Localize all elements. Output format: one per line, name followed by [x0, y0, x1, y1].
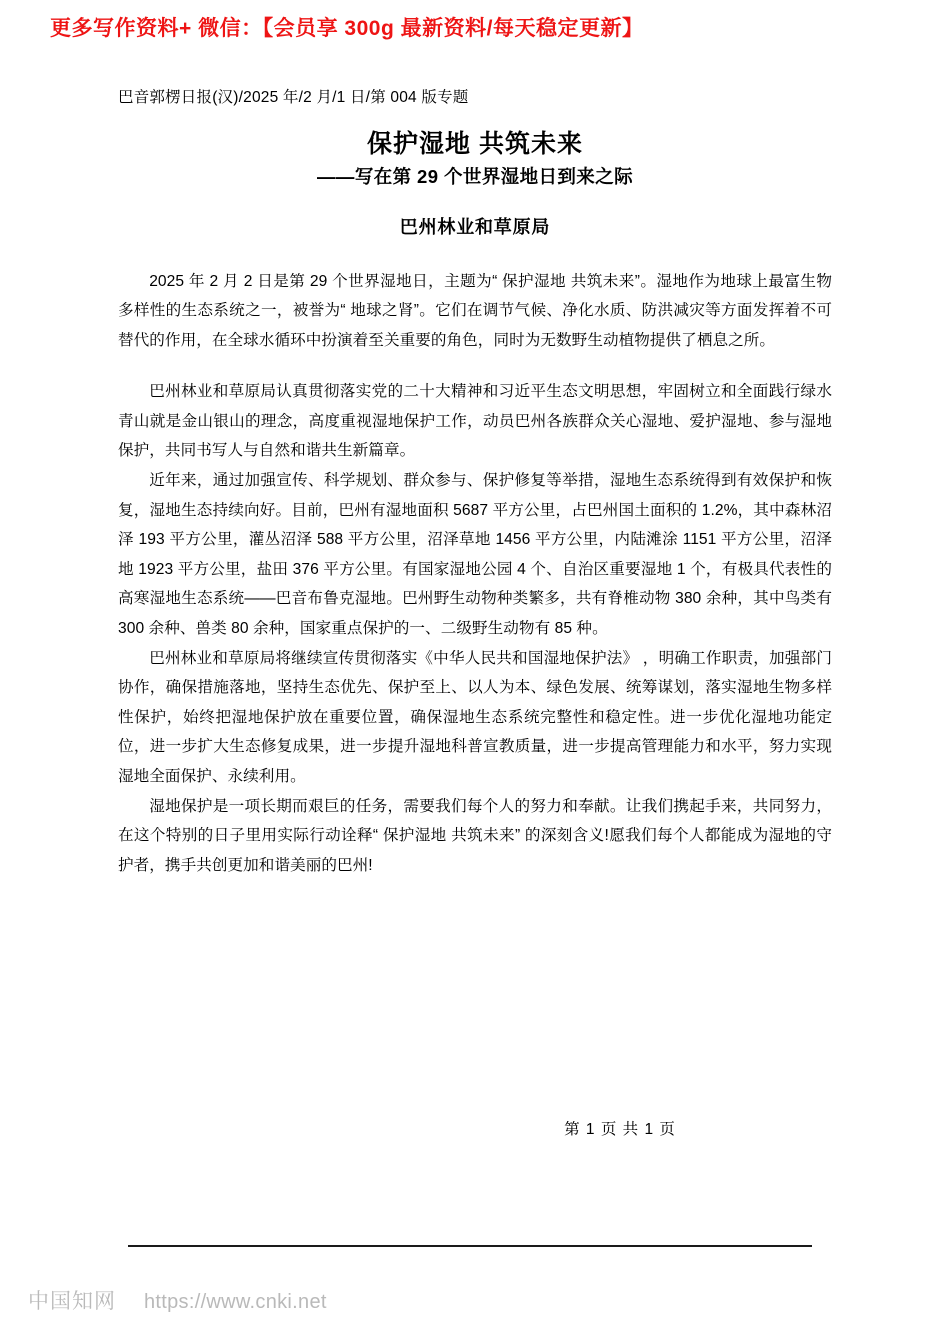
article-subtitle: ——写在第 29 个世界湿地日到来之际	[317, 165, 633, 187]
promo-banner-text: 更多写作资料+ 微信：【会员享 300g 最新资料/每天稳定更新】	[50, 17, 644, 40]
article-body	[118, 267, 832, 881]
article-paragraph: 湿地保护是一项长期而艰巨的任务，需要我们每个人的努力和奉献。让我们携起手来，共同努力，在这个特别的日子里用实际行动诠释“ 保护湿地 共筑未来” 的深刻含义!愿我们每个人都能成为湿地的守护者，携手共创更加和谐美丽的巴州!	[118, 797, 832, 874]
cnki-url-text: https://www.cnki.net	[144, 1291, 327, 1313]
article-paragraph: 巴州林业和草原局将继续宣传贯彻落实《中华人民共和国湿地保护法》 ，明确工作职责，加强部门协作，确保措施落地，坚持生态优先、保护至上、以人为本、绿色发展、统筹谋划，落实湿地生物多样性保护，始终把湿地保护放在重要位置，确保湿地生态系统完整性和稳定性。进一步优化湿地功能定位，进一步扩大生态修复成果，进一步提升湿地科普宣教质量，进一步提高管理能力和水平，努力实现湿地全面保护、永续利用。	[118, 649, 832, 785]
article-paragraph: 2025 年 2 月 2 日是第 29 个世界湿地日，主题为“ 保护湿地 共筑未来”。湿地作为地球上最富生物多样性的生态系统之一，被誉为“ 地球之肾”。它们在调节气候、净化水质、防洪减灾等方面发挥着不可替代的作用，在全球水循环中扮演着至关重要的角色，同时为无数野生动植物提供了栖息之所。	[118, 272, 832, 349]
article-paragraph: 近年来，通过加强宣传、科学规划、群众参与、保护修复等举措，湿地生态系统得到有效保护和恢复，湿地生态持续向好。目前，巴州有湿地面积 5687 平方公里，占巴州国土面积的 1.2%，其中森林沼泽 193 平方公里，灌丛沼泽 588 平方公里，沼泽草地 1456 平方公里，内陆滩涂 1151 平方公里，沼泽地 1923 平方公里，盐田 376 平方公里。有国家湿地公园 4 个、自治区重要湿地 1 个，有极具代表性的高寒湿地生态系统——巴音布鲁克湿地。巴州野生动物种类繁多，共有脊椎动物 380 余种，其中鸟类有 300 余种、兽类 80 余种，国家重点保护的一、二级野生动物有 85 种。	[118, 472, 832, 638]
cnki-watermark	[28, 1288, 327, 1316]
footer-divider	[128, 1245, 812, 1247]
article-title: 保护湿地 共筑未来	[367, 129, 583, 158]
article-paragraph: 巴州林业和草原局认真贯彻落实党的二十大精神和习近平生态文明思想，牢固树立和全面践行绿水青山就是金山银山的理念，高度重视湿地保护工作，动员巴州各族群众关心湿地、爱护湿地、参与湿地保护，共同书写人与自然和谐共生新篇章。	[118, 383, 832, 460]
cnki-logo-text: 中国知网	[28, 1290, 116, 1313]
article-byline: 巴州林业和草原局	[399, 216, 551, 237]
page-number-indicator: 第 1 页 共 1 页	[564, 1121, 676, 1138]
article-container	[118, 86, 832, 880]
source-citation-line: 巴音郭楞日报(汉)/2025 年/2 月/1 日/第 004 版专题	[118, 89, 469, 106]
